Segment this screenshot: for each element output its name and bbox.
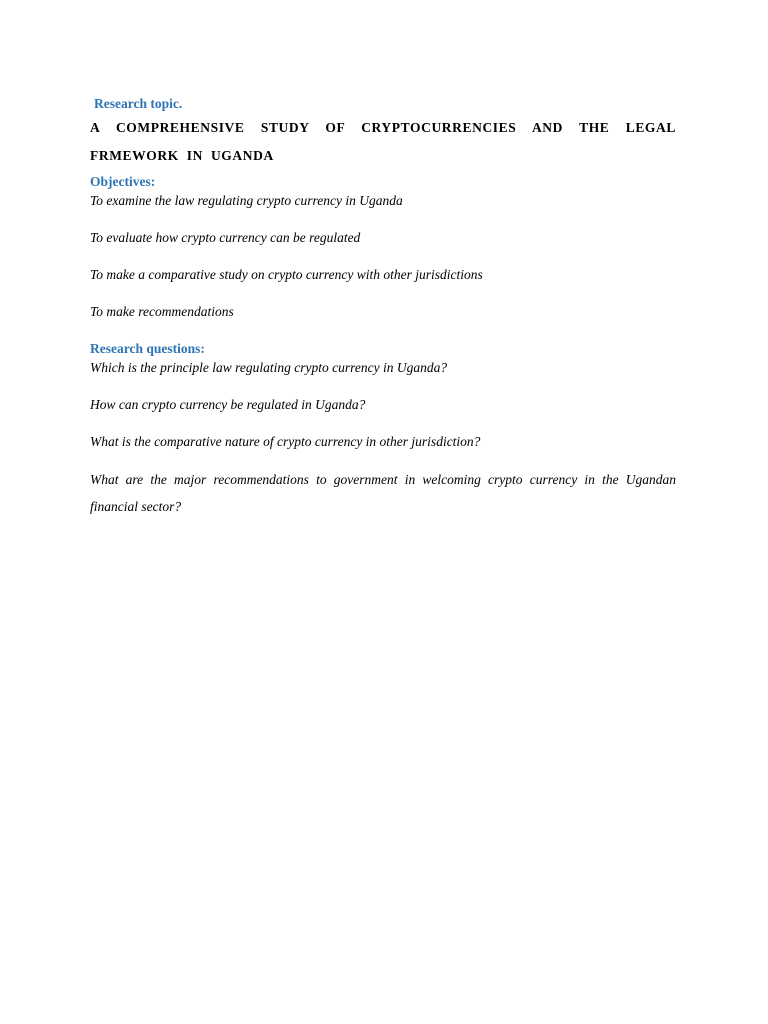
document-page [90, 94, 676, 539]
research-question-item: How can crypto currency be regulated in Uganda? [90, 397, 366, 412]
objective-item: To make recommendations [90, 304, 234, 319]
research-question-item: What is the comparative nature of crypto currency in other jurisdiction? [90, 434, 481, 449]
objective-item: To examine the law regulating crypto currency in Uganda [90, 193, 403, 208]
research-question-item: What are the major recommendations to government in welcoming crypto currency in the Ugandan financial sector? [90, 472, 676, 514]
research-question-item: Which is the principle law regulating crypto currency in Uganda? [90, 360, 448, 375]
research-title-line-2: FRMEWORK IN UGANDA [90, 148, 274, 163]
objectives-heading: Objectives: [90, 174, 156, 189]
research-topic-heading: Research topic. [94, 96, 183, 111]
research-title-line-1: A COMPREHENSIVE STUDY OF CRYPTOCURRENCIES AND THE LEGAL [90, 120, 676, 135]
research-title [90, 114, 676, 170]
research-questions-heading: Research questions: [90, 341, 205, 356]
objective-item: To evaluate how crypto currency can be regulated [90, 230, 361, 245]
objective-item: To make a comparative study on crypto currency with other jurisdictions [90, 267, 483, 282]
